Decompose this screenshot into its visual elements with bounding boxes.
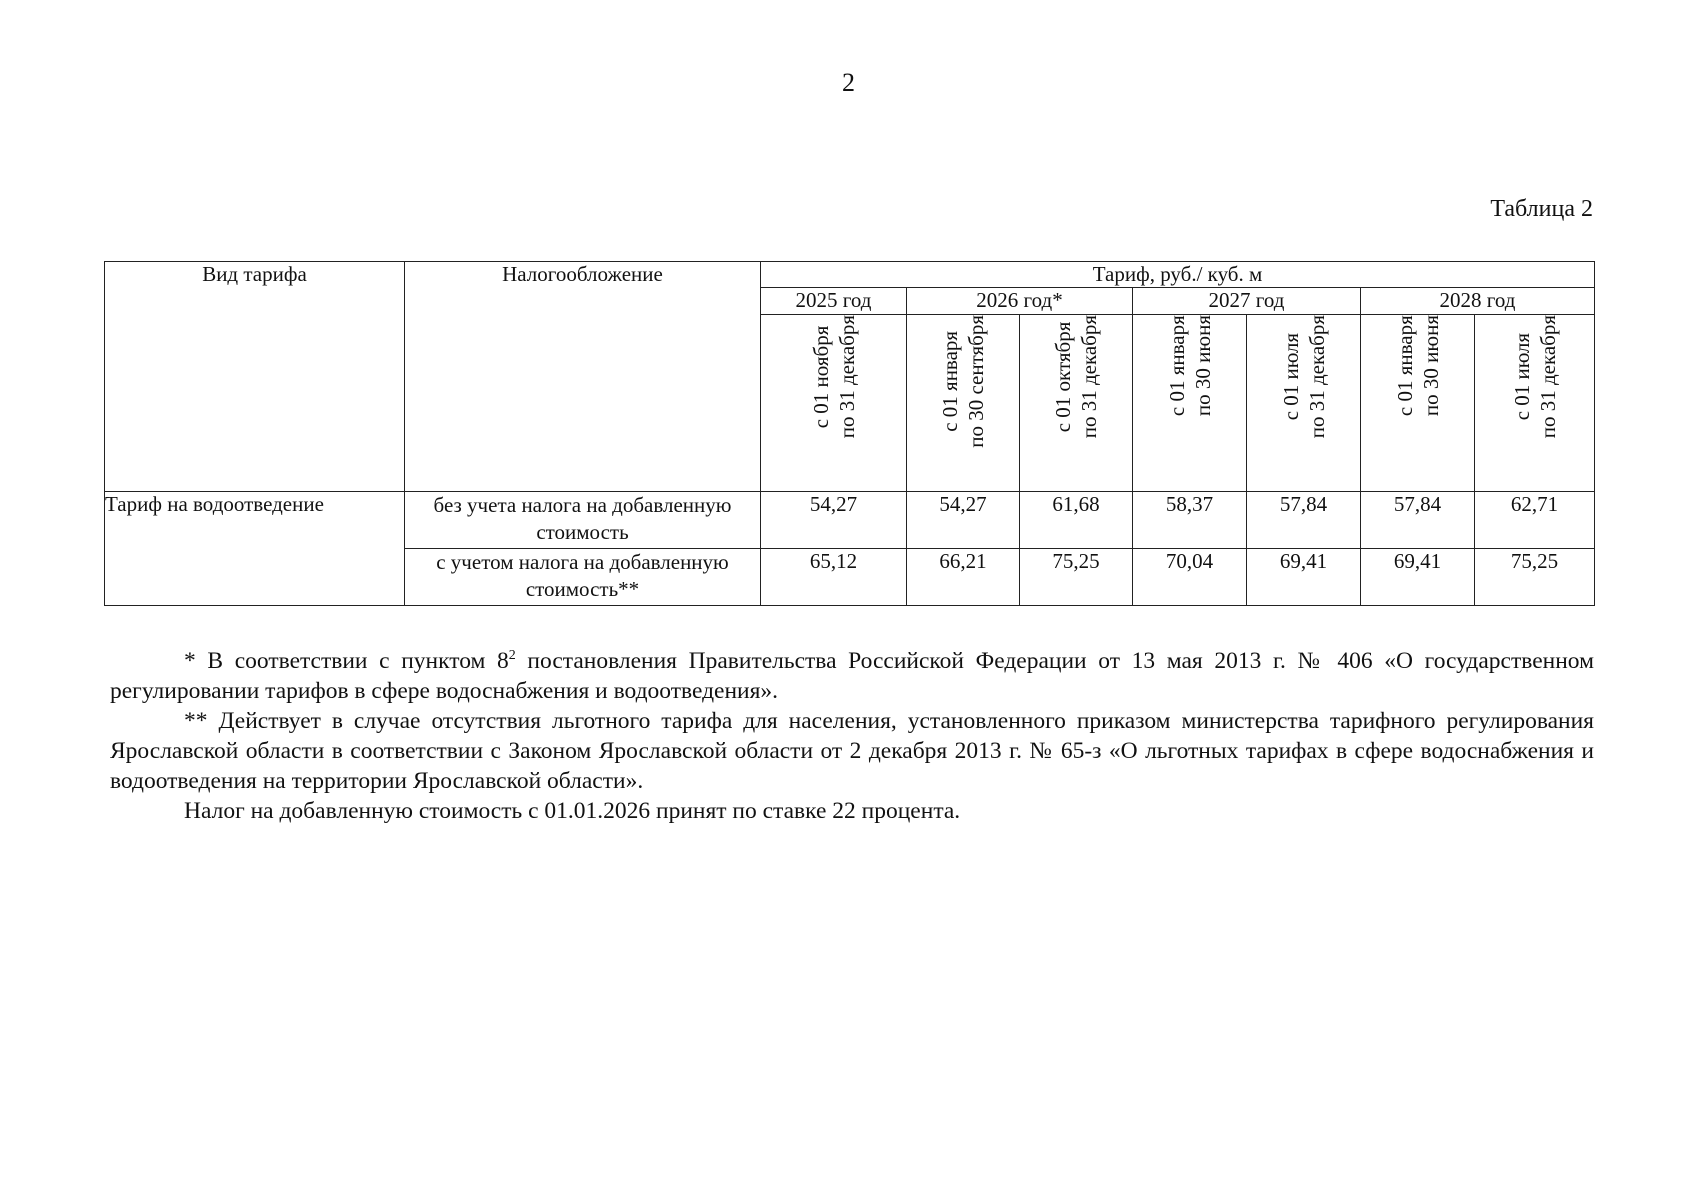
header-tariff-unit: Тариф, руб./ куб. м <box>761 262 1595 288</box>
period-line: по 31 декабря <box>1304 315 1329 439</box>
period-line: с 01 ноября <box>808 325 833 428</box>
header-period <box>907 315 1020 492</box>
tariff-table <box>104 261 1595 606</box>
header-period <box>1361 315 1475 492</box>
footnote-1-superscript: 2 <box>508 648 516 664</box>
period-line: с 01 января <box>1164 315 1189 416</box>
period-line: с 01 июля <box>1509 332 1534 421</box>
period-line: по 31 декабря <box>1535 315 1560 439</box>
header-period <box>1247 315 1361 492</box>
footnote-1-text-b: постановления Правительства Российской Федерации от 13 мая 2013 г. № 406 «О государственном регулировании тарифов в сфере водоснабжения и водоотведения». <box>110 648 1594 704</box>
value-cell: 58,37 <box>1133 492 1247 549</box>
period-line: по 30 сентября <box>964 315 988 448</box>
period-line: по 31 декабря <box>834 315 859 439</box>
value-cell: 69,41 <box>1361 549 1475 606</box>
value-cell: 70,04 <box>1133 549 1247 606</box>
value-cell: 66,21 <box>907 549 1020 606</box>
header-year-2026: 2026 год* <box>907 288 1133 315</box>
tax-cell: без учета налога на добавленную стоимость <box>405 492 761 549</box>
period-line: по 31 декабря <box>1077 315 1101 439</box>
table-row <box>105 492 1595 549</box>
header-row-main <box>105 262 1595 288</box>
table-caption: Таблица 2 <box>1490 196 1593 222</box>
value-cell: 54,27 <box>761 492 907 549</box>
header-year-2025: 2025 год <box>761 288 907 315</box>
period-line: по 30 июня <box>1190 315 1215 417</box>
period-line: с 01 января <box>938 330 962 432</box>
value-cell: 69,41 <box>1247 549 1361 606</box>
header-year-2027: 2027 год <box>1133 288 1361 315</box>
value-cell: 61,68 <box>1020 492 1133 549</box>
value-cell: 75,25 <box>1020 549 1133 606</box>
footnote-2: ** Действует в случае отсутствия льготного тарифа для населения, установленного приказом министерства тарифного регулирования Ярославской области в соответствии с Законом Ярославской области от 2 декабря 2013 г. № 65-з «О льготных тарифах в сфере водоснабжения и водоотведения на территории Ярославской области». <box>110 708 1594 794</box>
value-cell: 75,25 <box>1475 549 1595 606</box>
header-period <box>1020 315 1133 492</box>
tariff-type-cell: Тариф на водоотведение <box>105 492 405 606</box>
period-line: с 01 июля <box>1278 332 1303 421</box>
header-nalogooblozhenie: Налогообложение <box>405 262 761 492</box>
header-period <box>1475 315 1595 492</box>
value-cell: 54,27 <box>907 492 1020 549</box>
tax-cell: с учетом налога на добавленную стоимость** <box>405 549 761 606</box>
period-line: с 01 января <box>1392 315 1417 416</box>
value-cell: 65,12 <box>761 549 907 606</box>
header-period <box>761 315 907 492</box>
header-period <box>1133 315 1247 492</box>
footnote-3: Налог на добавленную стоимость с 01.01.2026 принят по ставке 22 процента. <box>184 798 961 824</box>
value-cell: 62,71 <box>1475 492 1595 549</box>
header-vid-tarifa: Вид тарифа <box>105 262 405 492</box>
footnote-1 <box>110 646 1594 706</box>
footnote-1-text-a: * В соответствии с пунктом 8 <box>184 648 509 674</box>
value-cell: 57,84 <box>1247 492 1361 549</box>
period-line: по 30 июня <box>1418 315 1443 417</box>
period-line: с 01 октября <box>1051 321 1075 432</box>
page-number: 2 <box>842 68 855 97</box>
value-cell: 57,84 <box>1361 492 1475 549</box>
footnotes <box>110 646 1594 826</box>
header-year-2028: 2028 год <box>1361 288 1595 315</box>
